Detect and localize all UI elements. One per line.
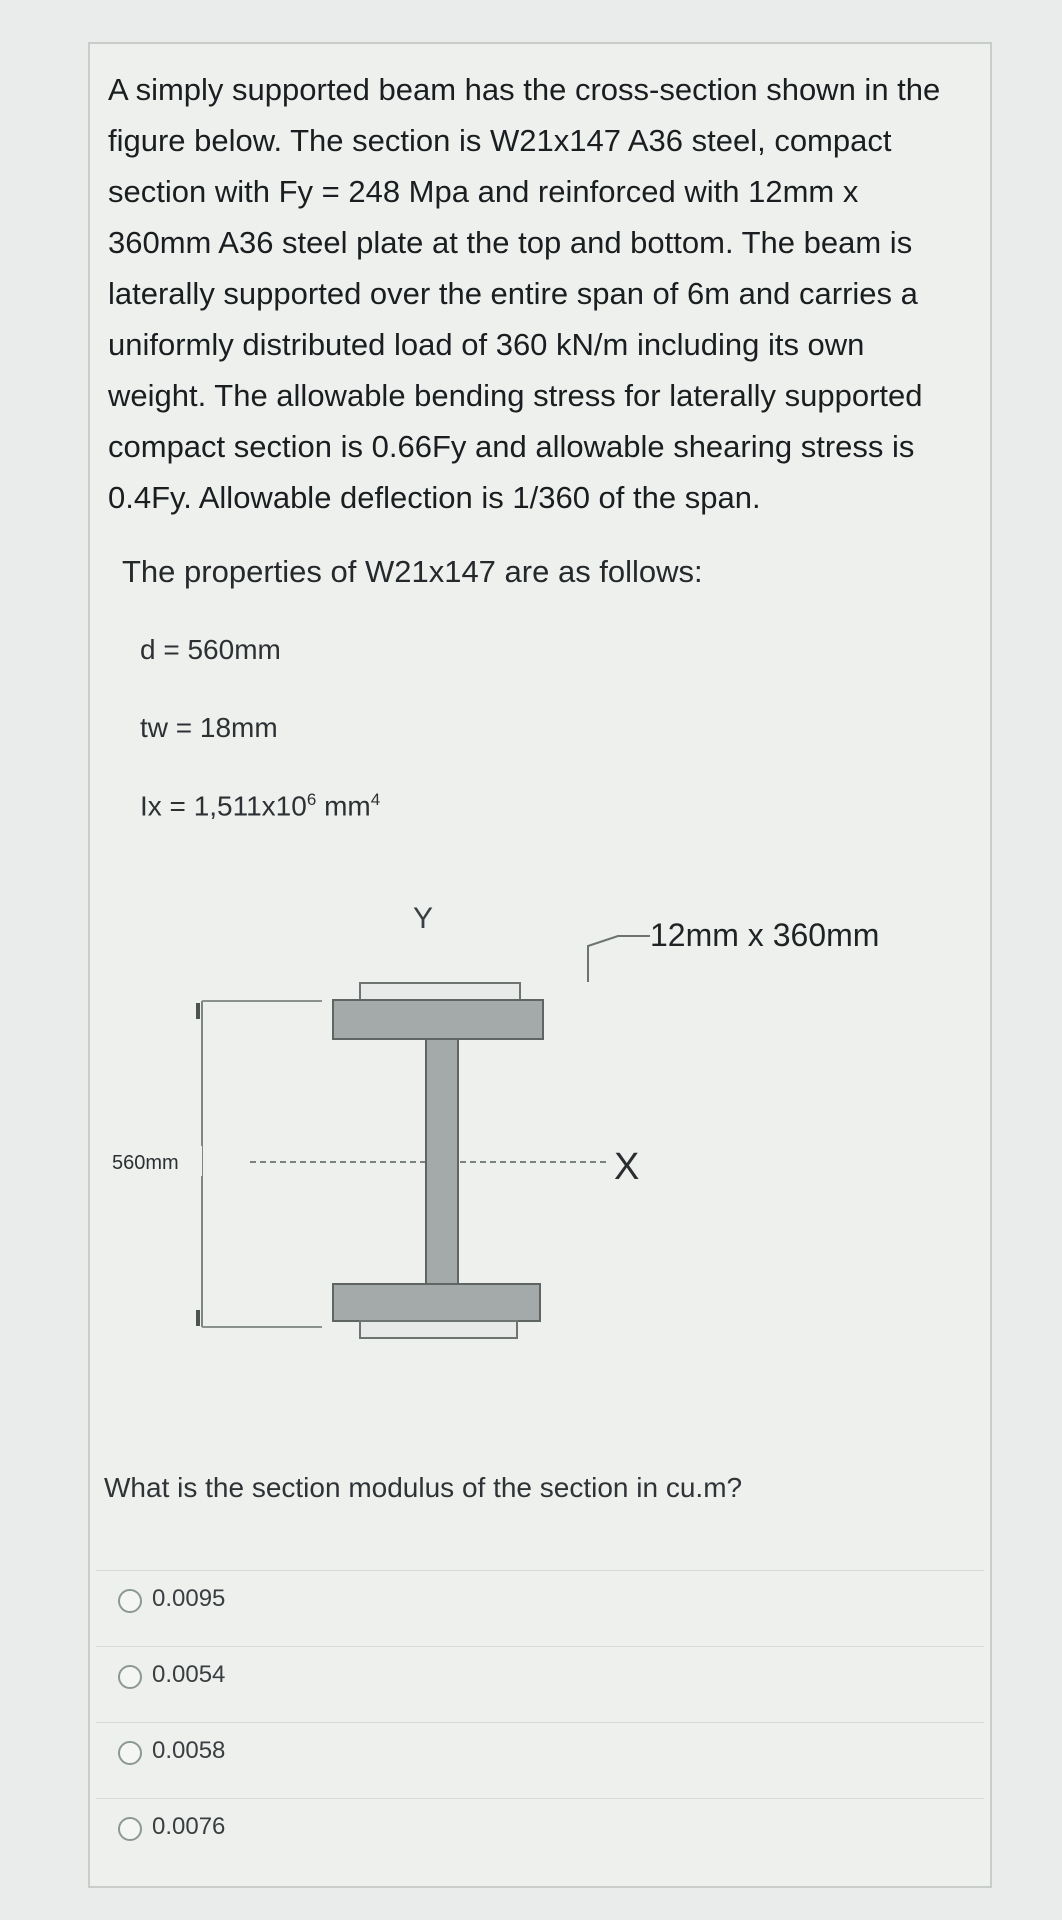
y-axis-label: Y <box>413 902 434 935</box>
radio-button-icon[interactable] <box>118 1741 142 1765</box>
problem-statement <box>108 64 978 523</box>
problem-line: laterally supported over the entire span of 6m and carries a <box>108 276 918 311</box>
depth-arrow-top <box>196 1003 200 1019</box>
property-moment-of-inertia <box>140 790 380 822</box>
radio-button-icon[interactable] <box>118 1665 142 1689</box>
choice-option-2[interactable] <box>96 1646 984 1707</box>
ix-unit: mm <box>324 790 371 822</box>
problem-line: uniformly distributed load of 360 kN/m including its own <box>108 327 865 362</box>
top-flange <box>333 1000 543 1039</box>
radio-button-icon[interactable] <box>118 1817 142 1841</box>
web <box>426 1039 458 1284</box>
cross-section-figure <box>90 884 994 1384</box>
ix-unit-exponent: 4 <box>370 790 381 809</box>
plate-leader-line <box>588 936 650 982</box>
choice-label: 0.0076 <box>152 1813 226 1840</box>
top-cover-plate <box>360 983 520 1000</box>
depth-label: 560mm <box>112 1152 179 1174</box>
problem-line: 0.4Fy. Allowable deflection is 1/360 of the span. <box>108 480 761 515</box>
plate-label: 12mm x 360mm <box>650 917 880 953</box>
bottom-flange <box>333 1284 540 1321</box>
choice-option-4[interactable] <box>96 1798 984 1859</box>
properties-heading: The properties of W21x147 are as follows: <box>122 554 703 589</box>
choice-label: 0.0058 <box>152 1737 226 1764</box>
choice-label: 0.0054 <box>152 1661 226 1688</box>
bottom-cover-plate <box>360 1321 517 1338</box>
choice-option-1[interactable] <box>96 1570 984 1631</box>
question-text: What is the section modulus of the section in cu.m? <box>104 1472 743 1503</box>
choice-label: 0.0095 <box>152 1585 226 1612</box>
answer-choices <box>96 1570 984 1870</box>
question-card <box>88 42 992 1888</box>
property-depth: d = 560mm <box>140 634 281 665</box>
ix-prefix: Ix = 1,511x10 <box>140 790 307 822</box>
choice-option-3[interactable] <box>96 1722 984 1783</box>
depth-arrow-bottom <box>196 1310 200 1326</box>
ix-exponent: 6 <box>306 790 317 809</box>
radio-button-icon[interactable] <box>118 1589 142 1613</box>
problem-line: figure below. The section is W21x147 A36 steel, compact <box>108 123 892 158</box>
problem-line: compact section is 0.66Fy and allowable shearing stress is <box>108 429 915 464</box>
problem-line: A simply supported beam has the cross-section shown in the <box>108 72 941 107</box>
x-axis-label: X <box>614 1146 640 1188</box>
problem-line: weight. The allowable bending stress for laterally supported <box>108 378 923 413</box>
problem-line: 360mm A36 steel plate at the top and bottom. The beam is <box>108 225 913 260</box>
property-web-thickness: tw = 18mm <box>140 712 278 743</box>
problem-line: section with Fy = 248 Mpa and reinforced with 12mm x <box>108 174 859 209</box>
